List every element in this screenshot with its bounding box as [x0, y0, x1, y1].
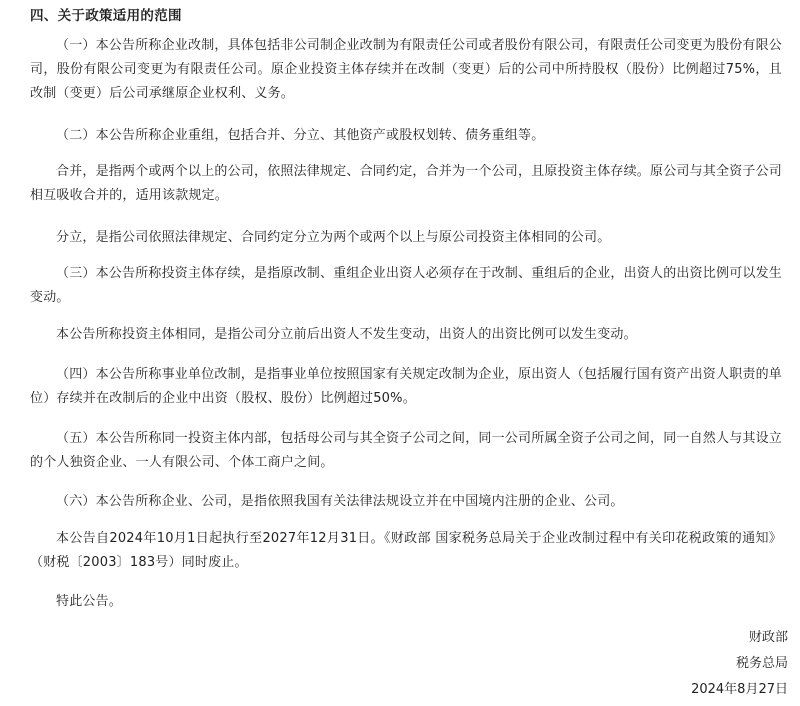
issue-date: 2024年8月27日	[691, 682, 788, 697]
paragraph-public-institution-reform: （四）本公告所称事业单位改制，是指事业单位按照国家有关规定改制为企业，原出资人（包括履行国有资产出资人职责的单位）存续并在改制后的企业中出资（股权、股份）比例超过50%。	[30, 367, 783, 406]
paragraph-investor-continuity: （三）本公告所称投资主体存续，是指原改制、重组企业出资人必须存在于改制、重组后的企业，出资人的出资比例可以发生变动。	[30, 266, 783, 305]
paragraph-same-investor-internal: （五）本公告所称同一投资主体内部，包括母公司与其全资子公司之间，同一公司所属全资子公司之间，同一自然人与其设立的个人独资企业、一人有限公司、个体工商户之间。	[30, 431, 783, 470]
paragraph-division: 分立，是指公司依照法律规定、合同约定分立为两个或两个以上与原公司投资主体相同的公司。	[56, 230, 611, 245]
issuer-tax-administration: 税务总局	[735, 656, 788, 671]
paragraph-merger: 合并，是指两个或两个以上的公司，依照法律规定、合同约定，合并为一个公司，且原投资主体存续。原公司与其全资子公司相互吸收合并的，适用该款规定。	[30, 164, 783, 203]
section-heading: 四、关于政策适用的范围	[30, 8, 182, 24]
paragraph-enterprise-reorganization: （二）本公告所称企业重组，包括合并、分立、其他资产或股权划转、债务重组等。	[56, 128, 545, 143]
paragraph-enterprise-restructuring-definition: （一）本公告所称企业改制，具体包括非公司制企业改制为有限责任公司或者股份有限公司，有限责任公司变更为股份有限公司，股份有限公司变更为有限责任公司。原企业投资主体存续并在改制（变更）后的公司中所持股权（股份）比例超过75%，且改制（变更）后公司承继原企业权利、义务。	[30, 38, 783, 101]
signature-block	[691, 625, 788, 703]
paragraph-enterprise-company-definition: （六）本公告所称企业、公司，是指依照我国有关法律法规设立并在中国境内注册的企业、公司。	[56, 494, 624, 509]
issuer-ministry-of-finance: 财政部	[748, 630, 788, 645]
paragraph-same-investor: 本公告所称投资主体相同，是指公司分立前后出资人不发生变动，出资人的出资比例可以发生变动。	[56, 327, 637, 342]
paragraph-closing: 特此公告。	[56, 594, 123, 609]
paragraph-effective-date: 本公告自2024年10月1日起执行至2027年12月31日。《财政部 国家税务总局关于企业改制过程中有关印花税政策的通知》（财税〔2003〕183号）同时废止。	[30, 531, 782, 570]
